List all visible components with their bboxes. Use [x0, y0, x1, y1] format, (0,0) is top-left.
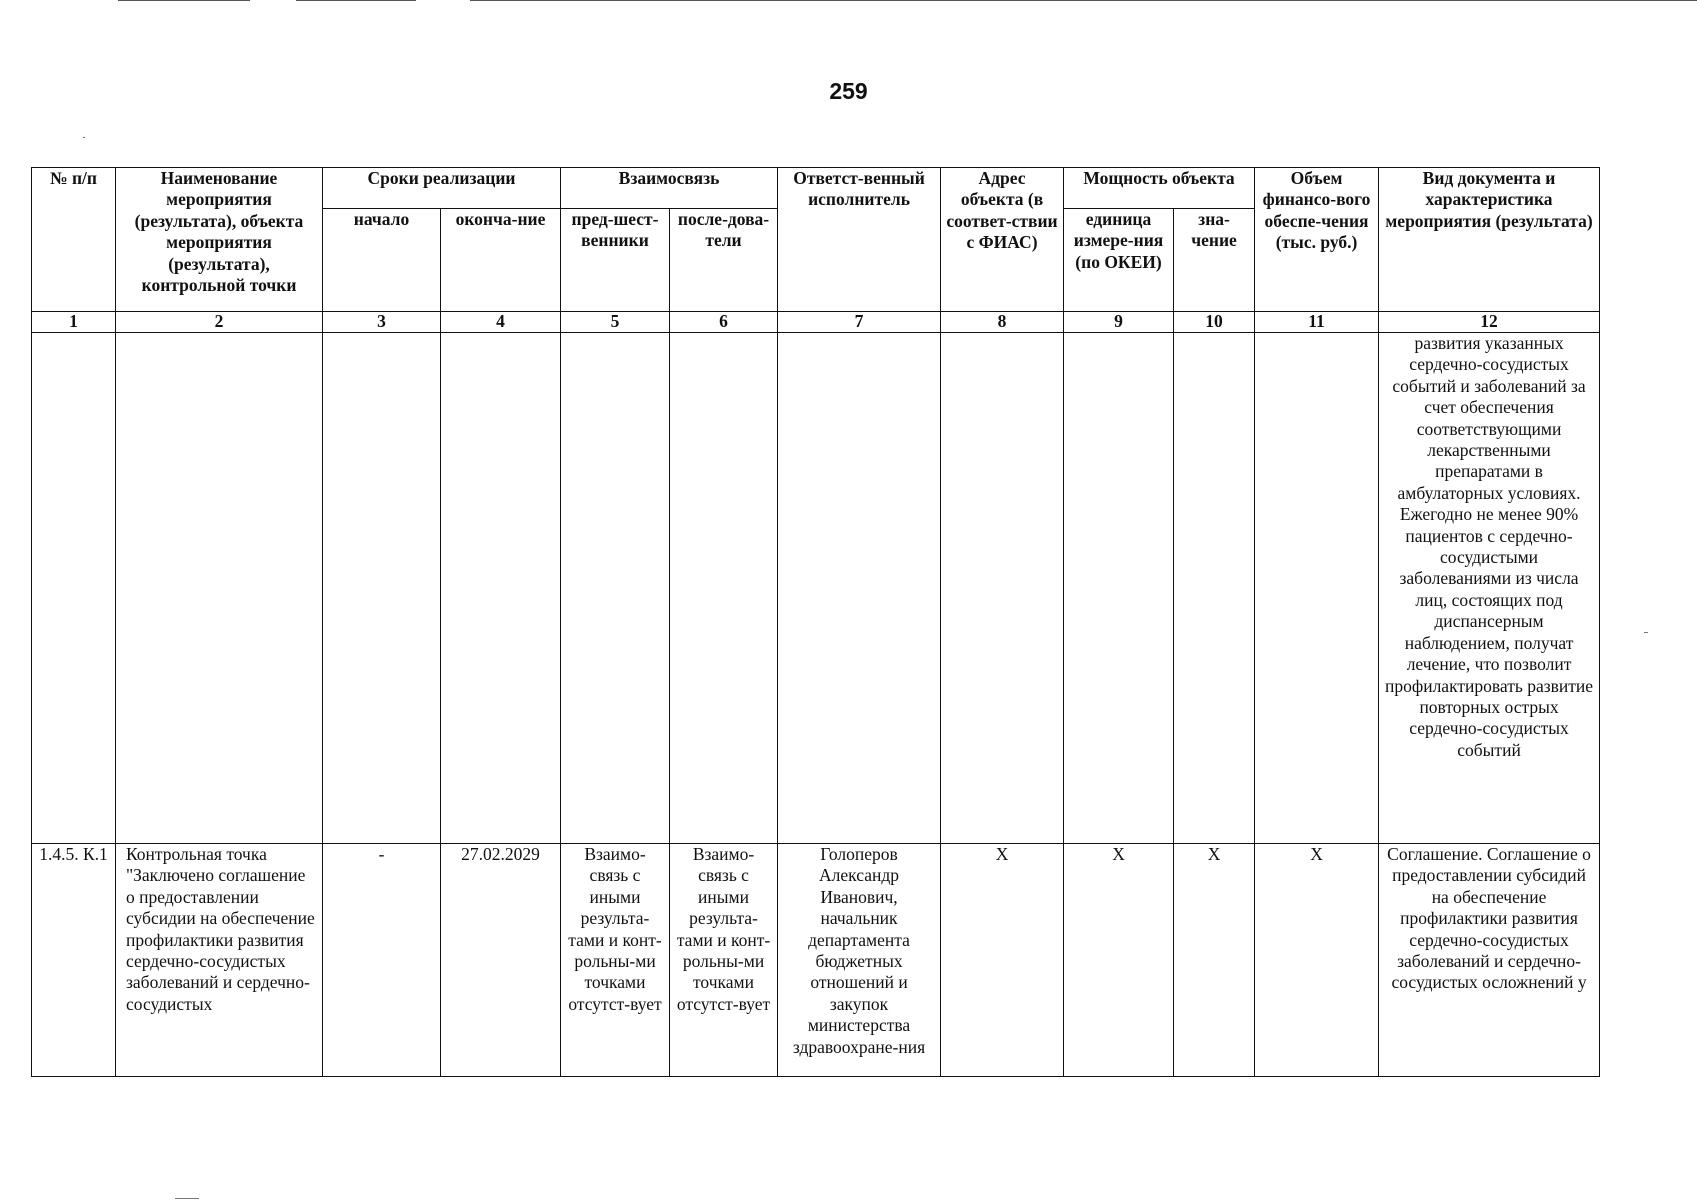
header-doc-type: Вид документа и характеристика мероприятия (результата)	[1379, 168, 1600, 312]
cell-doc: Соглашение. Соглашение о предоставлении субсидий на обеспечение профилактики развития сердечно-сосудистых заболеваний и сердечно-сосудистых осложнений у	[1379, 844, 1600, 1077]
cell-number	[32, 333, 116, 844]
cell-pred	[561, 333, 670, 844]
header-number: № п/п	[32, 168, 116, 312]
header-terms-end: оконча-ние	[441, 209, 561, 312]
header-relation-pred: пред-шест-венники	[561, 209, 670, 312]
header-capacity: Мощность объекта	[1064, 168, 1255, 209]
column-number: 7	[778, 312, 941, 333]
cell-unit	[1064, 333, 1174, 844]
cell-address	[941, 333, 1064, 844]
column-number: 3	[323, 312, 441, 333]
header-terms: Сроки реализации	[323, 168, 561, 209]
cell-start	[323, 333, 441, 844]
cell-executor: Голоперов Александр Иванович, начальник департамента бюджетных отношений и закупок министерства здравоохране-ния	[778, 844, 941, 1077]
cell-unit: X	[1064, 844, 1174, 1077]
header-relation: Взаимосвязь	[561, 168, 778, 209]
column-number: 2	[116, 312, 323, 333]
top-rule	[296, 0, 416, 1]
cell-value: X	[1174, 844, 1255, 1077]
cell-end	[441, 333, 561, 844]
cell-name: Контрольная точка "Заключено соглашение о предоставлении субсидии на обеспечение профилактики развития сердечно-сосудистых заболеваний и сердечно-сосудистых	[116, 844, 323, 1077]
table-row	[32, 333, 1600, 844]
page-number: 259	[829, 78, 868, 104]
column-number: 1	[32, 312, 116, 333]
cell-start: -	[323, 844, 441, 1077]
column-number: 12	[1379, 312, 1600, 333]
column-number: 6	[670, 312, 778, 333]
column-number: 4	[441, 312, 561, 333]
cell-next: Взаимо-связь с иными результа-тами и конт-рольны-ми точками отсутст-вует	[670, 844, 778, 1077]
scan-mark	[1644, 632, 1648, 633]
cell-value	[1174, 333, 1255, 844]
header-relation-next: после-дова-тели	[670, 209, 778, 312]
column-number-row	[32, 312, 1600, 333]
cell-pred: Взаимо-связь с иными результа-тами и конт-рольны-ми точками отсутст-вует	[561, 844, 670, 1077]
cell-finance: X	[1255, 844, 1379, 1077]
activities-table	[31, 167, 1600, 1077]
cell-address: X	[941, 844, 1064, 1077]
column-number: 8	[941, 312, 1064, 333]
cell-doc: развития указанных сердечно-сосудистых событий и заболеваний за счет обеспечения соответствующими лекарственными препаратами в амбулаторных условиях. Ежегодно не менее 90% пациентов с сердечно-сосудистыми заболеваниями из числа лиц, состоящих под диспансерным наблюдением, получат лечение, что позволит профилактировать развитие повторных острых сердечно-сосудистых событий	[1379, 333, 1600, 844]
table-row	[32, 844, 1600, 1077]
column-number: 9	[1064, 312, 1174, 333]
cell-number: 1.4.5. К.1	[32, 844, 116, 1077]
scan-mark	[83, 137, 85, 138]
top-rule	[470, 0, 1697, 1]
cell-executor	[778, 333, 941, 844]
header-name: Наименование мероприятия (результата), объекта мероприятия (результата), контрольной точки	[116, 168, 323, 312]
cell-finance	[1255, 333, 1379, 844]
header-terms-start: начало	[323, 209, 441, 312]
column-number: 5	[561, 312, 670, 333]
cell-name	[116, 333, 323, 844]
top-rule	[118, 0, 250, 1]
header-executor: Ответст-венный исполнитель	[778, 168, 941, 312]
header-address: Адрес объекта (в соответ-ствии с ФИАС)	[941, 168, 1064, 312]
header-capacity-value: зна-чение	[1174, 209, 1255, 312]
column-number: 11	[1255, 312, 1379, 333]
header-capacity-unit: единица измере-ния (по ОКЕИ)	[1064, 209, 1174, 312]
scan-mark	[175, 1198, 199, 1199]
header-finance: Объем финансо-вого обеспе-чения (тыс. руб.)	[1255, 168, 1379, 312]
column-number: 10	[1174, 312, 1255, 333]
cell-next	[670, 333, 778, 844]
cell-end: 27.02.2029	[441, 844, 561, 1077]
